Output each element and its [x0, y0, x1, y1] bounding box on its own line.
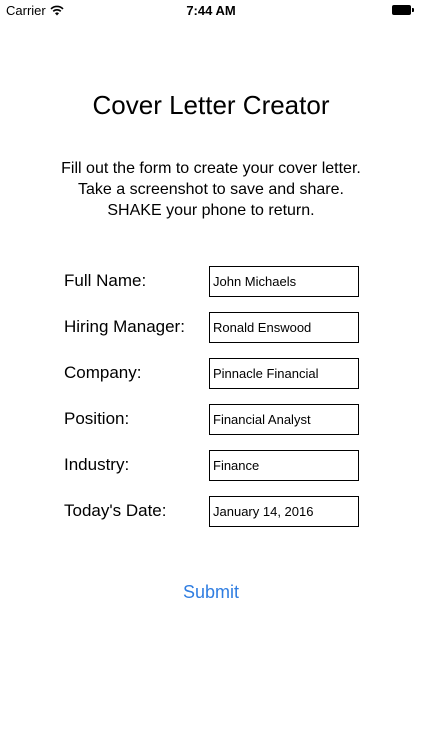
industry-field[interactable] — [209, 450, 359, 481]
todays-date-label: Today's Date: — [64, 501, 167, 520]
position-row — [64, 404, 364, 450]
industry-label: Industry: — [64, 455, 130, 474]
full-name-label: Full Name: — [64, 271, 147, 290]
todays-date-row — [64, 496, 364, 542]
instructions-line-1: Fill out the form to create your cover letter. — [61, 160, 361, 177]
cover-letter-form — [64, 266, 364, 542]
instructions — [20, 158, 402, 221]
battery-icon — [392, 5, 414, 15]
full-name-field[interactable] — [209, 266, 359, 297]
instructions-line-3: SHAKE your phone to return. — [107, 202, 315, 219]
carrier-label: Carrier — [6, 3, 46, 18]
todays-date-field[interactable] — [209, 496, 359, 527]
instructions-line-2: Take a screenshot to save and share. — [78, 181, 344, 198]
hiring-manager-field[interactable] — [209, 312, 359, 343]
company-label: Company: — [64, 363, 142, 382]
status-time: 7:44 AM — [186, 3, 236, 18]
page-title: Cover Letter Creator — [92, 90, 330, 120]
company-row — [64, 358, 364, 404]
hiring-manager-label: Hiring Manager: — [64, 317, 185, 336]
position-label: Position: — [64, 409, 130, 428]
status-bar — [0, 0, 422, 22]
submit-button[interactable]: Submit — [161, 580, 261, 605]
hiring-manager-row — [64, 312, 364, 358]
industry-row — [64, 450, 364, 496]
company-field[interactable] — [209, 358, 359, 389]
full-name-row — [64, 266, 364, 312]
position-field[interactable] — [209, 404, 359, 435]
